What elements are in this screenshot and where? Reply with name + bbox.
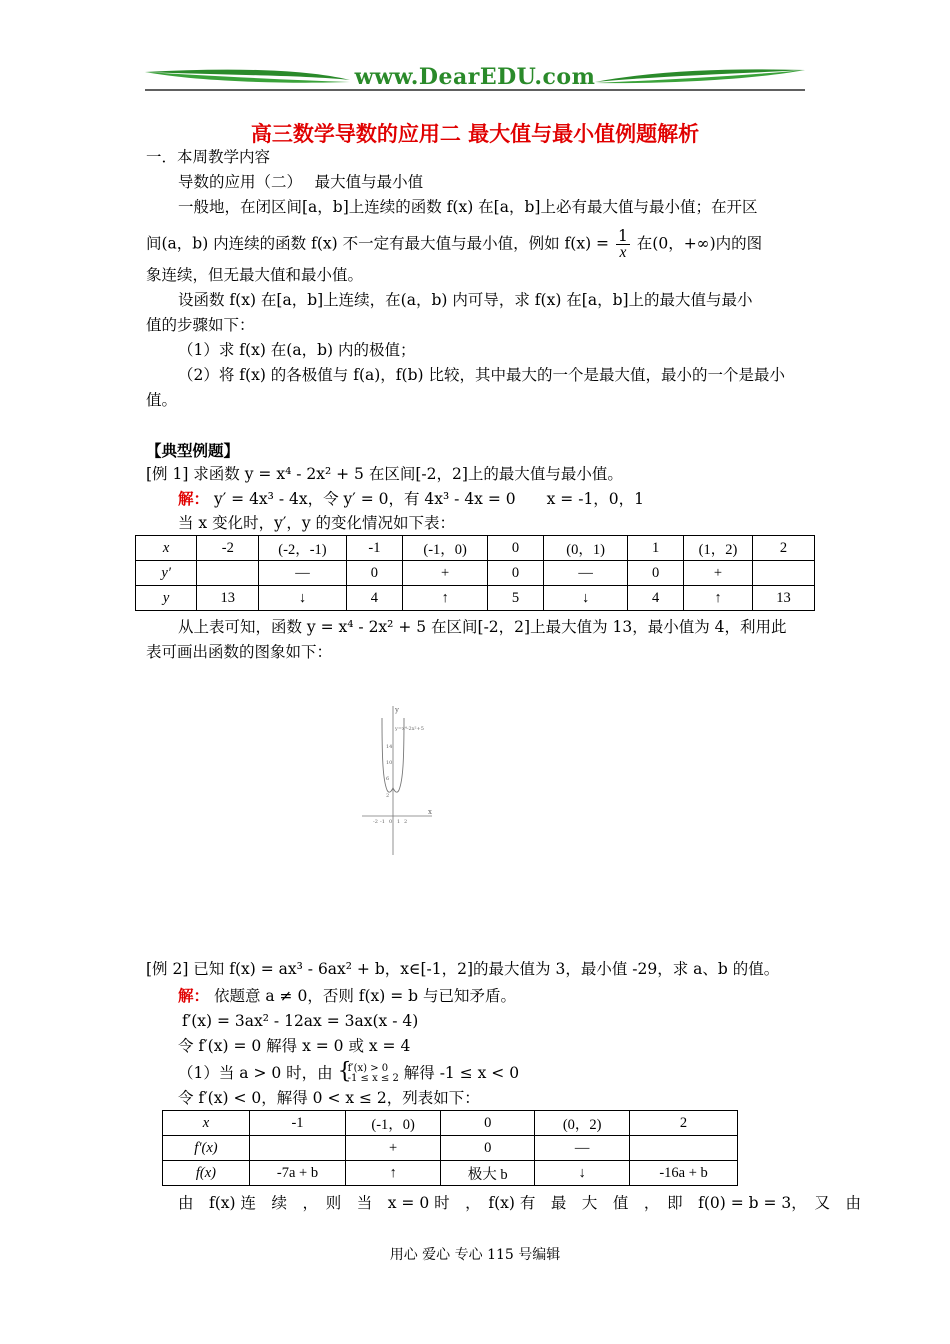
table-cell: ↓ — [535, 1161, 630, 1186]
row-header-cell: y′ — [136, 561, 197, 586]
x-tick-label: 0 — [389, 819, 393, 825]
table-cell: + — [684, 561, 753, 586]
solution-label: 解： — [178, 489, 210, 508]
solution-line: 令 f′(x) < 0，解得 0 < x ≤ 2，列表如下： — [178, 1089, 480, 1107]
table-cell: 13 — [197, 586, 259, 611]
header-banner — [140, 62, 810, 96]
table-cell: 5 — [488, 586, 544, 611]
table-cell: -7a + b — [249, 1161, 345, 1186]
x-tick-label: -1 — [380, 819, 385, 825]
y-tick-label: 10 — [386, 760, 393, 766]
table-cell: — — [535, 1136, 630, 1161]
y-tick-label: 6 — [386, 776, 390, 782]
example1-conclusion: 从上表可知，函数 y = x⁴ - 2x² + 5 在区间[-2，2]上最大值为 13，最小值为 4，利用此 — [178, 618, 787, 636]
examples-heading: 【典型例题】 — [146, 441, 240, 460]
table-row — [136, 586, 815, 611]
solution-text: y′ = 4x³ - 4x，令 y′ = 0，有 4x³ - 4x = 0 x = -1，0，1 — [213, 490, 645, 508]
table-cell: 2 — [752, 536, 814, 561]
table-cell: -16a + b — [630, 1161, 738, 1186]
table-cell: 1 — [628, 536, 684, 561]
table-cell: (-1，0) — [346, 1111, 441, 1136]
table-cell: + — [403, 561, 488, 586]
table-cell: ↑ — [684, 586, 753, 611]
y-axis-label: y — [395, 706, 399, 714]
fraction-denominator: x — [619, 244, 627, 261]
x-axis-label: x — [428, 808, 432, 816]
table-cell: -1 — [249, 1111, 345, 1136]
table-row — [136, 536, 815, 561]
table-cell: ↓ — [543, 586, 627, 611]
x-tick-label: -2 — [373, 819, 378, 825]
variation-table-2 — [162, 1110, 738, 1186]
row-header-cell: f(x) — [163, 1161, 250, 1186]
y-tick-label: 2 — [386, 793, 390, 799]
brace: { — [337, 1059, 352, 1084]
solution-label: 解： — [178, 986, 210, 1005]
table-cell: (0，2) — [535, 1111, 630, 1136]
table-cell: -2 — [197, 536, 259, 561]
table-cell: -1 — [346, 536, 403, 561]
solution-line — [178, 1059, 520, 1084]
system-line: -1 ≤ x ≤ 2 — [347, 1073, 399, 1084]
table-cell: 4 — [628, 586, 684, 611]
table-cell: 13 — [752, 586, 814, 611]
table-cell: 0 — [441, 1111, 535, 1136]
paragraph-line: 值的步骤如下： — [146, 316, 255, 334]
table-cell: — — [259, 561, 346, 586]
step-line: 值。 — [146, 391, 178, 409]
section-heading: 一．本周教学内容 — [146, 148, 271, 166]
table-cell: 4 — [346, 586, 403, 611]
table-cell — [197, 561, 259, 586]
table-cell — [249, 1136, 345, 1161]
table-cell: ↓ — [259, 586, 346, 611]
paragraph-line: 一般地，在闭区间[a，b]上连续的函数 f(x) 在[a，b]上必有最大值与最小值；在开区 — [178, 198, 758, 216]
row-header-cell: x — [163, 1111, 250, 1136]
row-header-cell: y — [136, 586, 197, 611]
row-header-cell: f′(x) — [163, 1136, 250, 1161]
row-header-cell: x — [136, 536, 197, 561]
solution-text: （1）当 a > 0 时，由 — [178, 1064, 333, 1082]
table-cell — [752, 561, 814, 586]
paragraph-line: 象连续，但无最大值和最小值。 — [146, 266, 364, 284]
system-line: f′(x) > 0 — [347, 1063, 389, 1074]
table-cell: 0 — [441, 1136, 535, 1161]
table-cell — [630, 1136, 738, 1161]
table-cell: 0 — [488, 536, 544, 561]
paragraph-text: 在(0，+∞)内的图 — [636, 234, 763, 253]
table-cell: (-2，-1) — [259, 536, 346, 561]
table-cell: — — [543, 561, 627, 586]
table-row — [163, 1136, 738, 1161]
variation-table-1 — [135, 535, 815, 611]
x-tick-label: 2 — [404, 819, 408, 825]
solution-line: 由 f(x) 连 续 ， 则 当 x = 0 时 ， f(x) 有 最 大 值 ， 即 f(0) = b = 3， 又 由 — [178, 1194, 862, 1212]
solution-text: 解得 -1 ≤ x < 0 — [403, 1064, 520, 1082]
solution-text: 依题意 a ≠ 0，否则 f(x) = b 与已知矛盾。 — [213, 987, 517, 1005]
table-cell: 0 — [488, 561, 544, 586]
page-title: 高三数学导数的应用二 最大值与最小值例题解析 — [250, 121, 700, 146]
example1-intro: 当 x 变化时，y′，y 的变化情况如下表： — [178, 514, 456, 532]
solution-line: 令 f′(x) = 0 解得 x = 0 或 x = 4 — [178, 1037, 411, 1055]
table-cell: 0 — [346, 561, 403, 586]
section-subheading: 导数的应用（二） 最大值与最小值 — [178, 173, 424, 191]
function-graph — [360, 700, 440, 860]
equation-system — [337, 1059, 399, 1084]
x-tick-label: 1 — [397, 819, 401, 825]
site-url: www.DearEDU.com — [354, 64, 596, 90]
fraction — [616, 228, 630, 261]
example1-solution — [178, 488, 644, 510]
example1-question: [例 1] 求函数 y = x⁴ - 2x² + 5 在区间[-2，2]上的最大值与最小值。 — [146, 465, 623, 483]
table-cell: (-1，0) — [403, 536, 488, 561]
paragraph-line — [146, 228, 762, 261]
table-row — [163, 1111, 738, 1136]
example1-conclusion: 表可画出函数的图象如下： — [146, 643, 333, 661]
fraction-numerator: 1 — [617, 227, 628, 245]
y-tick-label: 14 — [386, 744, 393, 750]
paragraph-line: 设函数 f(x) 在[a，b]上连续，在(a，b) 内可导，求 f(x) 在[a，b]上的最大值与最小 — [178, 291, 753, 309]
solution-line: f′(x) = 3ax² - 12ax = 3ax(x - 4) — [182, 1012, 419, 1030]
example2-solution — [178, 985, 516, 1007]
step-line: （1）求 f(x) 在(a，b) 内的极值； — [178, 341, 416, 359]
paragraph-text: 间(a，b) 内连续的函数 f(x) 不一定有最大值与最小值，例如 f(x) = — [146, 234, 610, 253]
table-cell: 2 — [630, 1111, 738, 1136]
footer: 用心 爱心 专心 115 号编辑 — [389, 1247, 561, 1263]
table-cell: 0 — [628, 561, 684, 586]
table-cell: 极大 b — [441, 1161, 535, 1186]
example2-question: [例 2] 已知 f(x) = ax³ - 6ax² + b，x∈[-1，2]的最大值为 3，最小值 -29，求 a、b 的值。 — [146, 960, 780, 978]
table-row — [163, 1161, 738, 1186]
step-line: （2）将 f(x) 的各极值与 f(a)，f(b) 比较，其中最大的一个是最大值，最小的一个是最小 — [178, 366, 785, 384]
table-cell: (1，2) — [684, 536, 753, 561]
table-row — [136, 561, 815, 586]
table-cell: (0，1) — [543, 536, 627, 561]
table-cell: ↑ — [346, 1161, 441, 1186]
table-cell: + — [346, 1136, 441, 1161]
function-label: y=x⁴-2x²+5 — [395, 726, 424, 732]
table-cell: ↑ — [403, 586, 488, 611]
